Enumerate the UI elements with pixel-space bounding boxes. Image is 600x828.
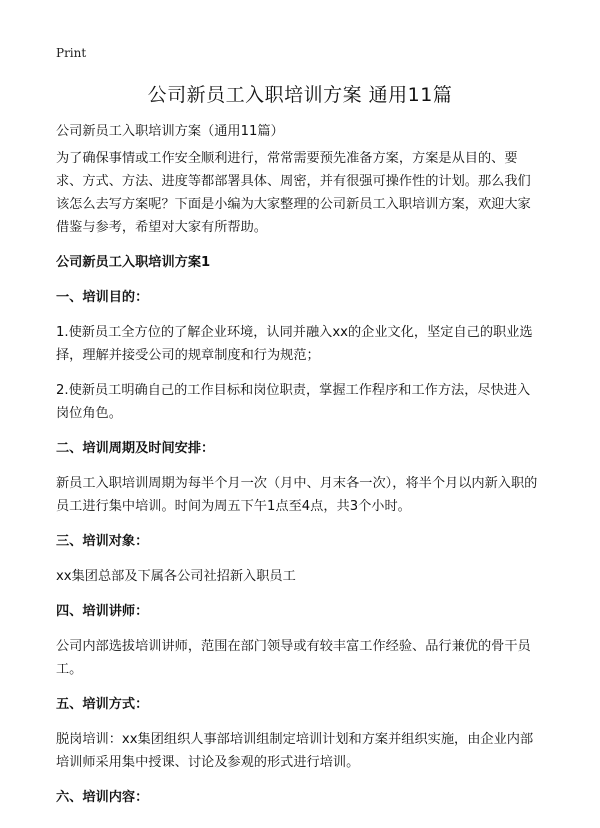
section-heading-content: 六、培训内容： bbox=[56, 790, 149, 805]
purpose-paragraph-2: 2.使新员工明确自己的工作目标和岗位职责，掌握工作程序和工作方法，尽快进入岗位角色。 bbox=[56, 383, 531, 421]
section-heading-trainers: 四、培训讲师： bbox=[56, 604, 149, 619]
trainers-paragraph: 公司内部选拔培训讲师，范围在部门领导或有较丰富工作经验、品行兼优的骨干员工。 bbox=[56, 639, 531, 677]
section-heading-purpose: 一、培训目的： bbox=[56, 290, 149, 305]
intro-paragraph: 为了确保事情或工作安全顺利进行，常常需要预先准备方案，方案是从目的、要求、方式、方法、进度等都部署具体、周密，并有很强可操作性的计划。那么我们该怎么去写方案呢？下面是小编为大家整理的公司新员工入职培训方案，欢迎大家借鉴与参考，希望对大家有所帮助。 bbox=[56, 151, 531, 235]
section-heading-schedule: 二、培训周期及时间安排： bbox=[56, 441, 215, 456]
section-heading-method: 五、培训方式： bbox=[56, 697, 149, 712]
document-title: 公司新员工入职培训方案 通用11篇 bbox=[147, 84, 453, 106]
print-label[interactable]: Print bbox=[56, 46, 87, 60]
section-heading-audience: 三、培训对象： bbox=[56, 534, 149, 549]
method-paragraph: 脱岗培训：xx集团组织人事部培训组制定培训计划和方案并组织实施，由企业内部培训师采用集中授课、讨论及参观的形式进行培训。 bbox=[56, 732, 534, 770]
plan-heading: 公司新员工入职培训方案1 bbox=[56, 255, 211, 270]
document-subtitle: 公司新员工入职培训方案（通用11篇） bbox=[56, 124, 284, 139]
purpose-paragraph-1: 1.使新员工全方位的了解企业环境，认同并融入xx的企业文化，坚定自己的职业选择，理解并接受公司的规章制度和行为规范； bbox=[56, 325, 533, 363]
audience-paragraph: xx集团总部及下属各公司社招新入职员工 bbox=[56, 569, 296, 584]
document-body bbox=[56, 120, 542, 821]
schedule-paragraph: 新员工入职培训周期为每半个月一次（月中、月末各一次），将半个月以内新入职的员工进行集中培训。时间为周五下午1点至4点，共3个小时。 bbox=[56, 476, 538, 514]
